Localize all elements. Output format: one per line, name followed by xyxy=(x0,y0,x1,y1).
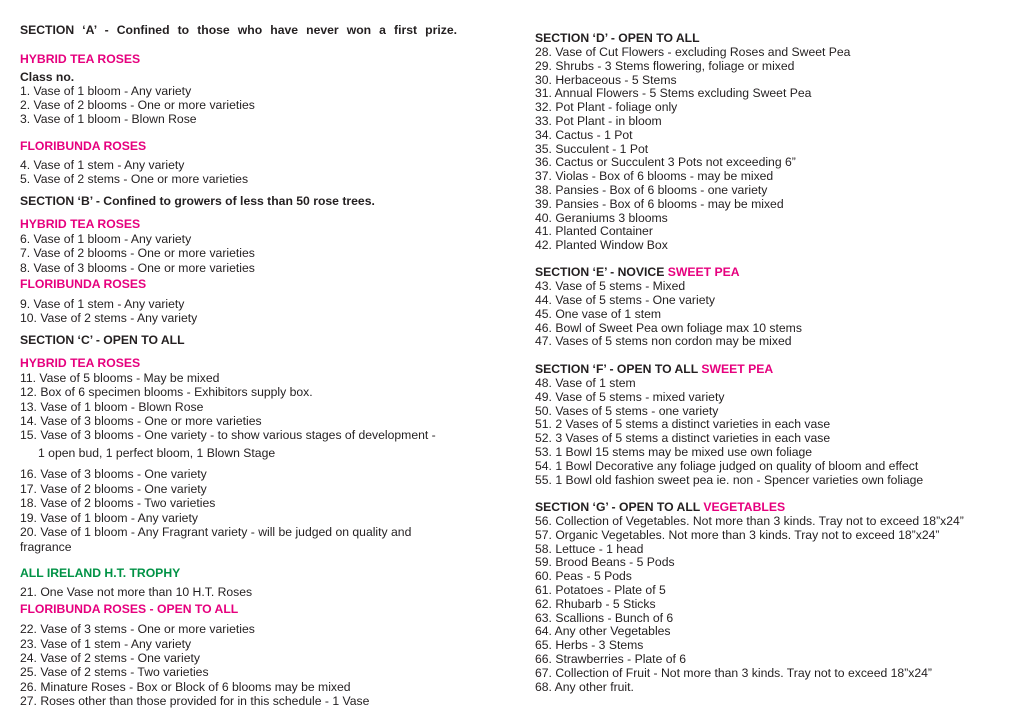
line-text: 18. Vase of 2 blooms - Two varieties xyxy=(20,496,216,510)
line-text: 53. 1 Bowl 15 stems may be mixed use own foliage xyxy=(535,445,813,459)
line-text: 5. Vase of 2 stems - One or more varieties xyxy=(20,172,249,186)
heading-accent: SWEET PEA xyxy=(701,362,774,376)
line-text: 65. Herbs - 3 Stems xyxy=(535,638,644,652)
class-entry xyxy=(535,473,923,487)
line-text: 54. 1 Bowl Decorative any foliage judged on quality of bloom and effect xyxy=(535,459,919,473)
line-text: 30. Herbaceous - 5 Stems xyxy=(535,73,677,87)
line-text: 46. Bowl of Sweet Pea own foliage max 10 stems xyxy=(535,321,802,335)
class-entry xyxy=(535,59,794,73)
class-entry xyxy=(535,100,677,114)
section-heading xyxy=(20,194,375,208)
line-text: 2. Vase of 2 blooms - One or more varieties xyxy=(20,98,255,112)
class-entry xyxy=(535,334,792,348)
class-entry xyxy=(535,542,643,556)
class-entry xyxy=(20,511,198,525)
line-text: 50. Vases of 5 stems - one variety xyxy=(535,404,719,418)
class-entry xyxy=(20,261,255,275)
line-text: 33. Pot Plant - in bloom xyxy=(535,114,662,128)
line-text: 67. Collection of Fruit - Not more than 3 kinds. Tray not to exceed 18”x24” xyxy=(535,666,932,680)
section-heading xyxy=(20,70,74,84)
subsection-heading xyxy=(20,277,146,291)
line-text: SECTION ‘A’ - Confined to those who have never won a first prize. xyxy=(20,23,457,37)
line-text: 59. Brood Beans - 5 Pods xyxy=(535,555,675,569)
section-heading xyxy=(20,23,457,37)
class-entry xyxy=(20,400,203,414)
line-text: 60. Peas - 5 Pods xyxy=(535,569,632,583)
class-entry xyxy=(535,417,830,431)
class-entry xyxy=(20,651,200,665)
line-text: 6. Vase of 1 bloom - Any variety xyxy=(20,232,192,246)
section-heading xyxy=(535,31,700,45)
line-text: 58. Lettuce - 1 head xyxy=(535,542,644,556)
section-heading xyxy=(535,500,785,514)
class-entry xyxy=(20,680,351,694)
class-entry xyxy=(20,172,248,186)
line-text: 11. Vase of 5 blooms - May be mixed xyxy=(20,371,220,385)
section-heading xyxy=(20,333,185,347)
line-text: SECTION ‘F’ - OPEN TO ALL xyxy=(535,362,702,376)
line-text: 27. Roses other than those provided for in this schedule - 1 Vase xyxy=(20,694,370,708)
line-text: 29. Shrubs - 3 Stems flowering, foliage or mixed xyxy=(535,59,795,73)
line-text: 31. Annual Flowers - 5 Stems excluding Sweet Pea xyxy=(535,86,812,100)
line-text: FLORIBUNDA ROSES - OPEN TO ALL xyxy=(20,602,239,616)
line-text: 23. Vase of 1 stem - Any variety xyxy=(20,637,192,651)
class-entry xyxy=(535,86,811,100)
class-entry xyxy=(20,414,262,428)
line-text: 17. Vase of 2 blooms - One variety xyxy=(20,482,207,496)
line-text: 14. Vase of 3 blooms - One or more varieties xyxy=(20,414,262,428)
class-entry xyxy=(20,622,255,636)
subsection-heading xyxy=(20,602,238,616)
line-text: 9. Vase of 1 stem - Any variety xyxy=(20,297,185,311)
class-entry xyxy=(535,666,932,680)
line-text: 1 open bud, 1 perfect bloom, 1 Blown Stage xyxy=(38,446,276,460)
class-entry xyxy=(20,297,184,311)
line-text: 56. Collection of Vegetables. Not more than 3 kinds. Tray not to exceed 18”x24” xyxy=(535,514,964,528)
line-text: 64. Any other Vegetables xyxy=(535,624,671,638)
heading-accent: VEGETABLES xyxy=(703,500,786,514)
line-text: 45. One vase of 1 stem xyxy=(535,307,662,321)
line-text: HYBRID TEA ROSES xyxy=(20,52,141,66)
line-text: 40. Geraniums 3 blooms xyxy=(535,211,668,225)
line-text: 13. Vase of 1 bloom - Blown Rose xyxy=(20,400,204,414)
line-text: 8. Vase of 3 blooms - One or more varieties xyxy=(20,261,255,275)
line-text: ALL IRELAND H.T. TROPHY xyxy=(20,566,181,580)
class-entry xyxy=(20,246,255,260)
class-entry xyxy=(535,293,715,307)
line-text: 10. Vase of 2 stems - Any variety xyxy=(20,311,198,325)
subsection-heading xyxy=(20,356,140,370)
class-entry xyxy=(535,279,685,293)
class-entry xyxy=(535,73,677,87)
class-entry xyxy=(535,514,964,528)
class-entry xyxy=(535,321,802,335)
class-entry xyxy=(20,158,184,172)
heading-accent: SWEET PEA xyxy=(667,265,740,279)
line-text: HYBRID TEA ROSES xyxy=(20,217,141,231)
line-text: 52. 3 Vases of 5 stems a distinct varieties in each vase xyxy=(535,431,831,445)
class-entry xyxy=(535,624,671,638)
line-text: 25. Vase of 2 stems - Two varieties xyxy=(20,665,209,679)
class-entry xyxy=(535,583,666,597)
line-text: 12. Box of 6 specimen blooms - Exhibitors supply box. xyxy=(20,385,313,399)
class-entry xyxy=(20,311,197,325)
line-text: 16. Vase of 3 blooms - One variety xyxy=(20,467,207,481)
class-entry xyxy=(535,183,767,197)
class-entry xyxy=(535,638,643,652)
section-heading xyxy=(535,265,740,279)
class-entry xyxy=(535,611,673,625)
class-entry xyxy=(535,652,686,666)
line-text: FLORIBUNDA ROSES xyxy=(20,139,147,153)
class-entry xyxy=(535,528,939,542)
line-text: 61. Potatoes - Plate of 5 xyxy=(535,583,666,597)
class-entry xyxy=(535,680,634,694)
class-entry xyxy=(535,142,648,156)
line-text: 68. Any other fruit. xyxy=(535,680,634,694)
class-entry xyxy=(20,428,436,442)
class-entry xyxy=(535,169,773,183)
class-entry xyxy=(535,555,675,569)
line-text: 22. Vase of 3 stems - One or more varieties xyxy=(20,622,255,636)
line-text: 4. Vase of 1 stem - Any variety xyxy=(20,158,185,172)
line-text: 35. Succulent - 1 Pot xyxy=(535,142,649,156)
line-text: 15. Vase of 3 blooms - One variety - to show various stages of development - xyxy=(20,428,436,442)
class-entry xyxy=(20,84,191,98)
section-heading xyxy=(535,362,773,376)
class-entry xyxy=(535,114,662,128)
class-entry xyxy=(20,665,209,679)
line-text: 19. Vase of 1 bloom - Any variety xyxy=(20,511,198,525)
class-entry xyxy=(535,45,850,59)
class-entry xyxy=(535,224,653,238)
line-text: 1. Vase of 1 bloom - Any variety xyxy=(20,84,192,98)
line-text: 55. 1 Bowl old fashion sweet pea ie. non - Spencer varieties own foliage xyxy=(535,473,924,487)
line-text: 44. Vase of 5 stems - One variety xyxy=(535,293,715,307)
class-entry xyxy=(20,112,197,126)
class-entry xyxy=(535,376,636,390)
line-text: 51. 2 Vases of 5 stems a distinct varieties in each vase xyxy=(535,417,831,431)
class-entry xyxy=(535,211,668,225)
line-text: SECTION ‘B’ - Confined to growers of less than 50 rose trees. xyxy=(20,194,375,208)
line-text: FLORIBUNDA ROSES xyxy=(20,277,147,291)
line-text: 38. Pansies - Box of 6 blooms - one variety xyxy=(535,183,768,197)
line-text: 37. Violas - Box of 6 blooms - may be mixed xyxy=(535,169,774,183)
class-entry xyxy=(20,482,207,496)
class-entry xyxy=(535,404,718,418)
subsection-heading xyxy=(20,217,140,231)
line-text: 21. One Vase not more than 10 H.T. Roses xyxy=(20,585,253,599)
line-text: 36. Cactus or Succulent 3 Pots not exceeding 6” xyxy=(535,155,796,169)
class-entry xyxy=(535,459,918,473)
class-entry xyxy=(535,569,632,583)
class-entry xyxy=(535,238,668,252)
line-text: 7. Vase of 2 blooms - One or more varieties xyxy=(20,246,255,260)
class-entry xyxy=(535,445,812,459)
line-text: 49. Vase of 5 stems - mixed variety xyxy=(535,390,725,404)
class-entry xyxy=(535,155,796,169)
class-entry xyxy=(20,585,252,599)
line-text: SECTION ‘G’ - OPEN TO ALL xyxy=(535,500,704,514)
class-entry xyxy=(20,540,72,554)
line-text: Class no. xyxy=(20,70,75,84)
class-entry xyxy=(20,385,313,399)
line-text: 24. Vase of 2 stems - One variety xyxy=(20,651,200,665)
line-text: 34. Cactus - 1 Pot xyxy=(535,128,633,142)
line-text: 26. Minature Roses - Box or Block of 6 blooms may be mixed xyxy=(20,680,351,694)
line-text: SECTION ‘C’ - OPEN TO ALL xyxy=(20,333,185,347)
line-text: 47. Vases of 5 stems non cordon may be mixed xyxy=(535,334,792,348)
class-entry xyxy=(20,694,369,708)
line-text: HYBRID TEA ROSES xyxy=(20,356,141,370)
class-entry xyxy=(535,597,656,611)
line-text: 66. Strawberries - Plate of 6 xyxy=(535,652,687,666)
class-entry xyxy=(535,390,724,404)
class-entry xyxy=(535,197,784,211)
class-entry xyxy=(20,467,207,481)
subsection-heading xyxy=(20,139,146,153)
line-text: SECTION ‘D’ - OPEN TO ALL xyxy=(535,31,700,45)
class-entry xyxy=(535,307,661,321)
line-text: 48. Vase of 1 stem xyxy=(535,376,636,390)
class-entry xyxy=(20,98,255,112)
line-text: 28. Vase of Cut Flowers - excluding Roses and Sweet Pea xyxy=(535,45,851,59)
line-text: 32. Pot Plant - foliage only xyxy=(535,100,678,114)
class-entry xyxy=(20,496,215,510)
line-text: 41. Planted Container xyxy=(535,224,653,238)
class-entry xyxy=(20,371,219,385)
line-text: 62. Rhubarb - 5 Sticks xyxy=(535,597,656,611)
class-entry xyxy=(20,232,191,246)
class-entry xyxy=(20,525,411,539)
line-text: 20. Vase of 1 bloom - Any Fragrant variety - will be judged on quality and xyxy=(20,525,412,539)
line-text: fragrance xyxy=(20,540,72,554)
line-text: 3. Vase of 1 bloom - Blown Rose xyxy=(20,112,197,126)
class-entry xyxy=(38,446,275,460)
class-entry xyxy=(535,128,633,142)
class-entry xyxy=(20,637,191,651)
subsection-heading xyxy=(20,52,140,66)
line-text: 63. Scallions - Bunch of 6 xyxy=(535,611,674,625)
line-text: 42. Planted Window Box xyxy=(535,238,668,252)
line-text: 57. Organic Vegetables. Not more than 3 kinds. Tray not to exceed 18”x24” xyxy=(535,528,940,542)
line-text: 43. Vase of 5 stems - Mixed xyxy=(535,279,686,293)
class-entry xyxy=(535,431,830,445)
line-text: SECTION ‘E’ - NOVICE xyxy=(535,265,668,279)
subsection-heading xyxy=(20,566,180,580)
line-text: 39. Pansies - Box of 6 blooms - may be mixed xyxy=(535,197,784,211)
